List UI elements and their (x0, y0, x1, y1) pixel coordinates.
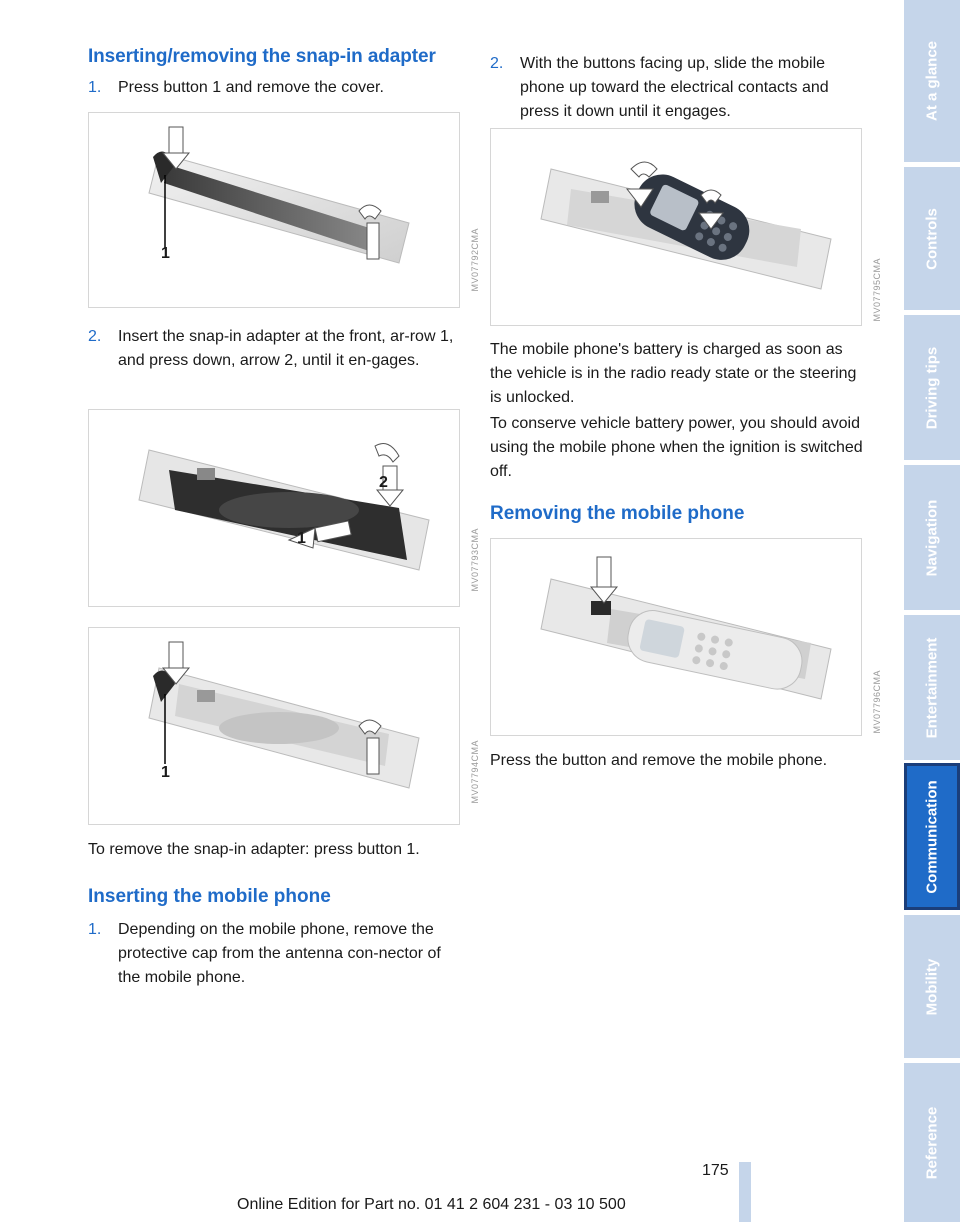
tab-label: Communication (923, 779, 941, 894)
remove-phone-text: Press the button and remove the mobile phone. (490, 752, 828, 769)
figure-insert-adapter (88, 409, 460, 607)
figure-code: MV07792CMA (470, 228, 480, 292)
adapter-installed-illustration (89, 628, 459, 824)
tab-reference[interactable] (904, 1063, 960, 1222)
step-text: Depending on the mobile phone, remove the protective cap from the antenna con-nector of the mobile phone. (118, 921, 441, 986)
step-number: 1. (88, 921, 102, 938)
figure-code: MV07794CMA (470, 740, 480, 804)
figure-code: MV07796CMA (872, 670, 882, 734)
figure-insert-phone (490, 128, 862, 326)
conserve-power-text: To conserve vehicle battery power, you should avoid using the mobile phone when the ignition is switched off. (490, 415, 863, 480)
tab-label: Driving tips (923, 346, 941, 429)
step-text: Press button 1 and remove the cover. (118, 79, 384, 96)
phone-insert-illustration (491, 129, 861, 325)
figure-callout-label-2: 2 (379, 474, 388, 491)
page-number-bar (739, 1162, 751, 1222)
tab-at-a-glance[interactable] (904, 0, 960, 162)
step-text: Insert the snap-in adapter at the front, ar-row 1, and press down, arrow 2, until it en-gages. (118, 328, 454, 369)
tab-navigation[interactable] (904, 465, 960, 610)
tab-mobility[interactable] (904, 915, 960, 1058)
tab-label: Navigation (923, 499, 941, 576)
step-number: 2. (490, 55, 504, 72)
figure-callout-label: 1 (161, 764, 170, 781)
section-heading-removing-phone: Removing the mobile phone (490, 503, 745, 524)
chapter-sidebar (904, 0, 960, 1222)
figure-callout-label: 1 (161, 245, 170, 262)
step-number: 1. (88, 79, 102, 96)
footer-text: Online Edition for Part no. 01 41 2 604 231 - 03 10 500 (237, 1196, 626, 1213)
step-1-press-button (88, 76, 462, 100)
tab-label: Entertainment (923, 637, 941, 738)
step-2-slide-phone (490, 52, 864, 124)
tab-label: At a glance (923, 40, 941, 122)
section-heading-snap-in-adapter: Inserting/removing the snap-in adapter (88, 46, 436, 67)
step-1-remove-cap (88, 918, 462, 990)
adapter-insert-illustration (89, 410, 459, 606)
remove-adapter-text: To remove the snap-in adapter: press button 1. (88, 841, 420, 858)
figure-adapter-installed (88, 627, 460, 825)
figure-remove-cover (88, 112, 460, 308)
phone-remove-illustration (491, 539, 861, 735)
figure-remove-phone (490, 538, 862, 736)
step-number: 2. (88, 328, 102, 345)
adapter-cover-illustration (89, 113, 459, 307)
tab-label: Reference (923, 1106, 941, 1179)
figure-code: MV07795CMA (872, 258, 882, 322)
figure-code: MV07793CMA (470, 528, 480, 592)
tab-label: Mobility (923, 958, 941, 1015)
tab-entertainment[interactable] (904, 615, 960, 760)
tab-controls[interactable] (904, 167, 960, 310)
page-number: 175 (702, 1162, 729, 1179)
figure-callout-label-1: 1 (297, 530, 306, 547)
step-text: With the buttons facing up, slide the mobile phone up toward the electrical contacts and press it down until it engages. (520, 55, 829, 120)
section-heading-inserting-phone: Inserting the mobile phone (88, 886, 331, 907)
tab-label: Controls (923, 207, 941, 270)
step-2-insert-adapter (88, 325, 462, 373)
tab-driving-tips[interactable] (904, 315, 960, 460)
tab-communication[interactable] (904, 763, 960, 910)
battery-charge-text: The mobile phone's battery is charged as soon as the vehicle is in the radio ready state or the steering is unlocked. (490, 341, 857, 406)
